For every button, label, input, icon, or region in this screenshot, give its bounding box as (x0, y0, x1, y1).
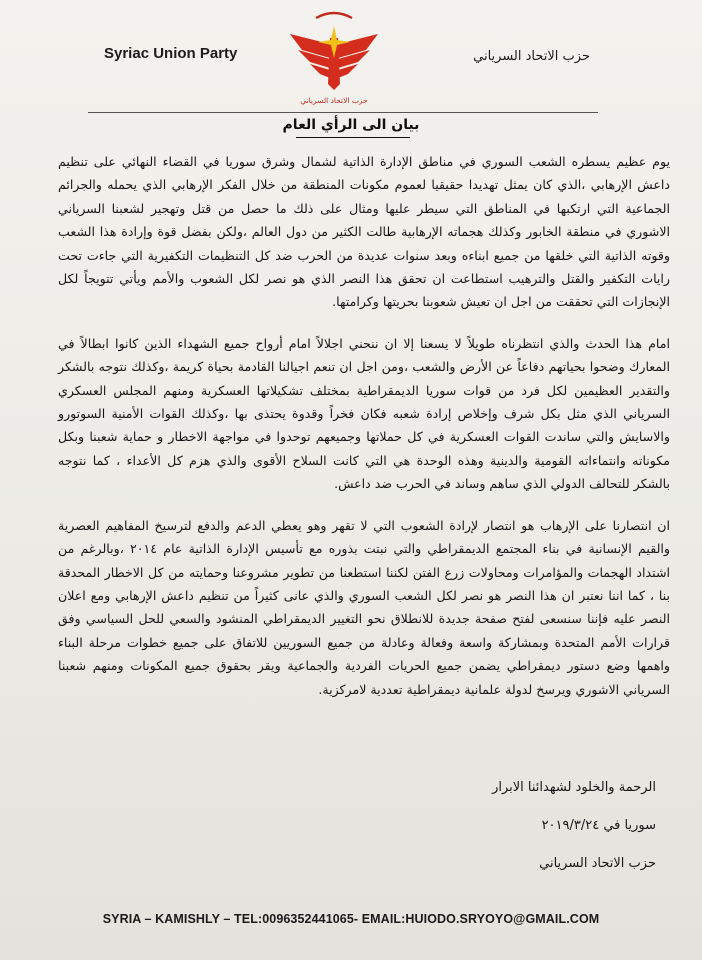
paragraph-3: ان انتصارنا على الإرهاب هو انتصار لإرادة الشعوب التي لا تقهر وهو يعطي الدعم والدفع لترسيخ المفاهيم العصرية والقيم الإنسانية في بناء المجتمع الديمقراطي والتي نبتت بذوره مع تأسيس الإدارة الذاتية عام ٢٠١٤ ،وبالرغم من اشتداد الهجمات والمؤامرات ومحاولات زرع الفتن لكننا استطعنا من تطوير مشروعنا وحمايته من كل الاخطار المحدقة بنا ، كما اننا نعتبر ان هذا النصر هو نصر لكل الشعب السوري والذي عانى كثيراً من تنظيم داعش الإرهابي ومع اعلان النصر عليه فإننا سنسعى لفتح صفحة جديدة للانطلاق نحو التغيير الديمقراطي المنشود والسعي للحل السياسي وفق قرارات الأمم المتحدة وبمشاركة واسعة وفعالة وعادلة من جميع السوريين للاتفاق على جميع خطوات مرحلة البناء واهمها وضع دستور ديمقراطي يضمن جميع الحريات الفردية والجماعية ويقر بحقوق جميع المكونات ومنهم شعبنا السرياني الاشوري ويرسخ لدولة علمانية ديمقراطية تعددية لامركزية. (58, 517, 670, 697)
closing-block (492, 780, 656, 894)
letterhead (0, 0, 702, 112)
closing-prayer: الرحمة والخلود لشهدائنا الابرار (492, 780, 656, 795)
logo-caption: حزب الاتحاد السرياني (300, 96, 368, 105)
contact-footer: SYRIA – KAMISHLY – TEL:0096352441065- EMAIL:HUIODO.SRYOYO@GMAIL.COM (102, 912, 600, 926)
party-name-english: Syriac Union Party (104, 45, 238, 62)
paragraph-2: امام هذا الحدث والذي انتظرناه طويلاً لا يسعنا إلا ان ننحني اجلالاً امام أرواح جميع الشهداء الذين كانوا ابطالاً في المعارك وضحوا بحياتهم دفاعاً عن الأرض والشعب ،ومن اجل ان تنعم اجيالنا القادمة بحياة كريمة ،وكذلك نتوجه بالشكر والتقدير العظيمين لكل فرد من قوات سوريا الديمقراطية بمختلف تشكيلاتها العسكرية ومنهم المجلس العسكري السرياني الذي مثل بكل شرف وإخلاص إرادة شعبه فكان فخراً وقدوة يحتذى بها ،وكذلك القوات الأمنية السوتورو والاسايش والتي ساندت القوات العسكرية في كل حملاتها وجميعهم توحدوا في مواجهة الاخطار و حماية شعبنا وبكل مكوناته وانتماءاته القومية والدينية وهذه الوحدة هي التي كانت السلاح الأقوى والذي هزم كل الأعداء ، كما نتوجه بالشكر للتحالف الدولي الذي ساهم وساند في الحرب ضد داعش. (58, 335, 670, 492)
date-line: سوريا في ٢٠١٩/٣/٢٤ (541, 818, 656, 833)
signature: حزب الاتحاد السرياني (539, 856, 656, 871)
title-underline (296, 137, 410, 138)
party-name-arabic: حزب الاتحاد السرياني (473, 49, 590, 64)
paragraph-1: يوم عظيم يسطره الشعب السوري في مناطق الإدارة الذاتية لشمال وشرق سوريا في القضاء النهائي على تنظيم داعش الإرهابي ،الذي كان يمثل تهديدا حقيقيا لعموم مكونات المنطقة من خلال الفكر الإرهابي الذي يحمله والجرائم الجماعية التي ارتكبها في المناطق التي سيطر عليها ومثال على ذلك ما حصل من قتل وتهجير لشعبنا السرياني الاشوري في منطقة الخابور وكذلك هجماته الإرهابية طالت الكثير من دول العالم ،ولكن بفضل قوة وإرادة هذا الشعب وقوته الذاتية التي خلقها من جميع ابناءه وبعد سنوات عديدة من الحرب ضد كل التنظيمات التكفيرية التي جاءت تحت رايات التكفير والقتل والترهيب استطاعت ان تحقق هذا النصر الذي هو نصر لكل الشعوب والأمم ويأتي تتويجاً لكل الإنجازات التي تحققت من اجل ان تعيش شعوبنا بحريتها وكرامتها. (58, 154, 670, 310)
statement-title: بيان الى الرأي العام (282, 117, 420, 133)
statement-body (58, 150, 670, 719)
syriac-union-party-logo-icon (282, 4, 386, 108)
header-divider (88, 112, 598, 113)
